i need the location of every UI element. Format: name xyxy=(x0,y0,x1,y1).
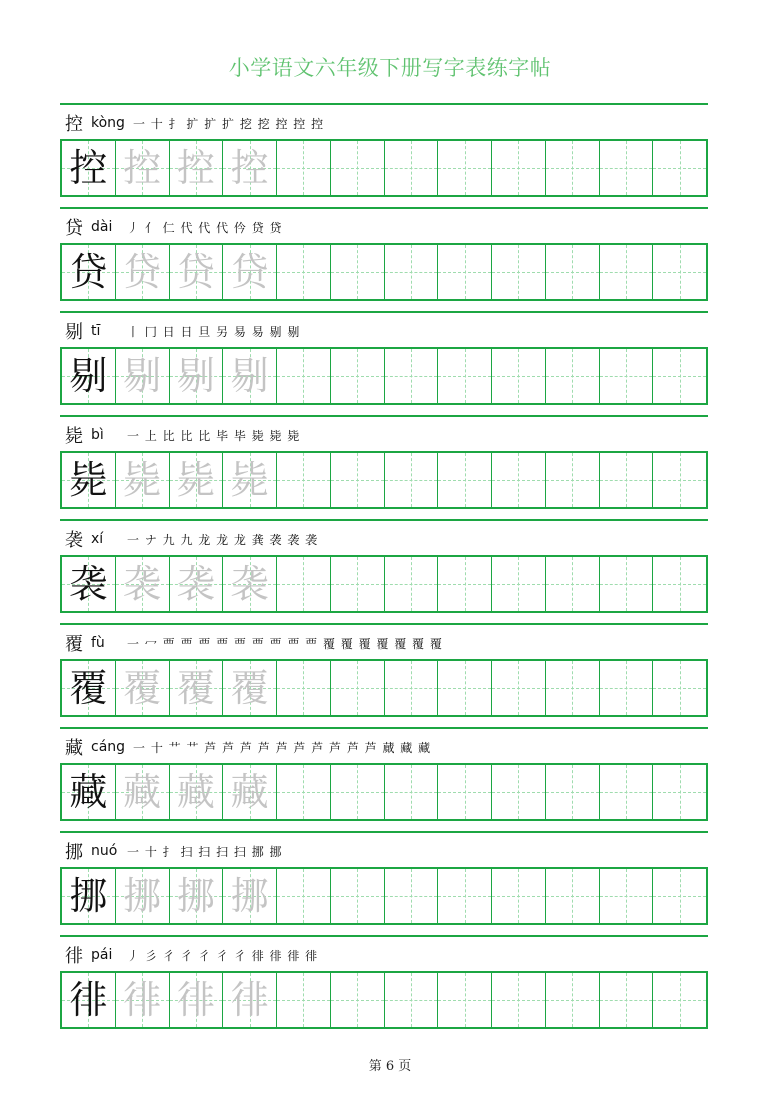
practice-row xyxy=(60,935,708,1039)
blank-practice-cell xyxy=(491,349,545,403)
blank-practice-cell xyxy=(330,245,384,299)
blank-practice-cell xyxy=(437,765,491,819)
pinyin-label: fù xyxy=(91,635,105,651)
trace-cell xyxy=(115,869,169,923)
trace-cell xyxy=(115,661,169,715)
trace-cell xyxy=(222,349,276,403)
stroke-order: 一 ナ 九 九 龙 龙 龙 龚 袭 袭 袭 xyxy=(127,532,319,547)
model-character: 毙 xyxy=(69,458,108,502)
blank-practice-cell xyxy=(330,869,384,923)
stroke-order: 一 十 扌 扩 扩 扩 挖 挖 控 控 控 xyxy=(132,116,325,131)
blank-practice-cell xyxy=(384,973,438,1027)
blank-practice-cell xyxy=(276,765,330,819)
blank-practice-cell xyxy=(384,349,438,403)
blank-practice-cell xyxy=(599,973,653,1027)
trace-cell xyxy=(222,661,276,715)
blank-practice-cell xyxy=(652,349,706,403)
pinyin-label: dài xyxy=(91,219,113,235)
blank-practice-cell xyxy=(652,869,706,923)
model-cell xyxy=(62,973,115,1027)
blank-practice-cell xyxy=(330,661,384,715)
writing-grid xyxy=(60,971,708,1029)
trace-character: 藏 xyxy=(230,770,269,814)
trace-character: 控 xyxy=(176,146,215,190)
trace-character: 覆 xyxy=(176,666,215,710)
blank-practice-cell xyxy=(276,869,330,923)
character-info xyxy=(65,214,283,240)
blank-practice-cell xyxy=(384,245,438,299)
page-number: 第 6 页 xyxy=(368,1059,412,1074)
trace-cell xyxy=(115,141,169,195)
page-title: 小学语文六年级下册写字表练字帖 xyxy=(228,56,552,80)
pinyin-label: nuó xyxy=(91,843,118,859)
blank-practice-cell xyxy=(599,245,653,299)
model-cell xyxy=(62,349,115,403)
blank-practice-cell xyxy=(437,557,491,611)
pinyin-label: kòng xyxy=(91,115,125,131)
blank-practice-cell xyxy=(599,141,653,195)
trace-character: 毙 xyxy=(230,458,269,502)
practice-row xyxy=(60,103,708,207)
blank-practice-cell xyxy=(330,973,384,1027)
trace-character: 覆 xyxy=(230,666,269,710)
trace-character: 贷 xyxy=(123,250,162,294)
writing-grid xyxy=(60,867,708,925)
writing-grid xyxy=(60,659,708,717)
row-divider xyxy=(60,727,708,729)
trace-cell xyxy=(222,973,276,1027)
trace-cell xyxy=(115,765,169,819)
blank-practice-cell xyxy=(276,557,330,611)
blank-practice-cell xyxy=(276,141,330,195)
row-divider xyxy=(60,311,708,313)
writing-grid xyxy=(60,243,708,301)
stroke-order: 丿 亻 仁 代 代 代 仱 贷 贷 xyxy=(127,220,283,235)
blank-practice-cell xyxy=(384,453,438,507)
trace-character: 挪 xyxy=(230,874,269,918)
trace-cell xyxy=(222,453,276,507)
practice-row xyxy=(60,727,708,831)
blank-practice-cell xyxy=(276,453,330,507)
blank-practice-cell xyxy=(437,453,491,507)
blank-practice-cell xyxy=(330,349,384,403)
pinyin-label: pái xyxy=(91,947,113,963)
blank-practice-cell xyxy=(545,661,599,715)
trace-cell xyxy=(115,245,169,299)
blank-practice-cell xyxy=(491,661,545,715)
practice-row xyxy=(60,207,708,311)
character-label: 覆 xyxy=(65,634,83,655)
blank-practice-cell xyxy=(599,349,653,403)
blank-practice-cell xyxy=(599,869,653,923)
trace-character: 藏 xyxy=(123,770,162,814)
row-divider xyxy=(60,623,708,625)
blank-practice-cell xyxy=(545,453,599,507)
trace-character: 袭 xyxy=(230,562,269,606)
blank-practice-cell xyxy=(330,141,384,195)
blank-practice-cell xyxy=(599,765,653,819)
row-divider xyxy=(60,415,708,417)
character-info xyxy=(65,110,324,136)
character-info xyxy=(65,318,300,344)
practice-row xyxy=(60,519,708,623)
pinyin-label: xí xyxy=(91,531,104,547)
stroke-order: 一 十 艹 艹 芦 芦 芦 芦 芦 芦 芦 芦 芦 芦 蕆 藏 藏 xyxy=(133,740,432,755)
character-info xyxy=(65,942,318,968)
character-label: 藏 xyxy=(65,738,83,759)
row-divider xyxy=(60,935,708,937)
blank-practice-cell xyxy=(491,453,545,507)
model-character: 藏 xyxy=(69,770,108,814)
pinyin-label: cáng xyxy=(91,739,126,755)
stroke-order: 丨 冂 日 日 旦 另 易 易 剔 剔 xyxy=(127,324,301,339)
trace-cell xyxy=(169,245,223,299)
writing-grid xyxy=(60,555,708,613)
blank-practice-cell xyxy=(491,973,545,1027)
trace-cell xyxy=(169,973,223,1027)
blank-practice-cell xyxy=(384,869,438,923)
blank-practice-cell xyxy=(652,453,706,507)
trace-cell xyxy=(169,661,223,715)
blank-practice-cell xyxy=(545,141,599,195)
model-cell xyxy=(62,557,115,611)
blank-practice-cell xyxy=(437,973,491,1027)
stroke-order: 丿 彡 彳 彳 彳 彳 彳 徘 徘 徘 徘 xyxy=(127,948,319,963)
model-character: 挪 xyxy=(69,874,108,918)
practice-row xyxy=(60,311,708,415)
trace-cell xyxy=(222,245,276,299)
blank-practice-cell xyxy=(545,869,599,923)
pinyin-label: bì xyxy=(91,427,104,443)
blank-practice-cell xyxy=(330,453,384,507)
stroke-order: 一 十 扌 扫 扫 扫 扫 挪 挪 xyxy=(127,844,283,859)
blank-practice-cell xyxy=(491,245,545,299)
character-info xyxy=(65,734,431,760)
trace-cell xyxy=(115,453,169,507)
blank-practice-cell xyxy=(652,661,706,715)
pinyin-label: tī xyxy=(91,323,101,339)
model-character: 剔 xyxy=(69,354,108,398)
model-character: 控 xyxy=(69,146,108,190)
model-cell xyxy=(62,245,115,299)
blank-practice-cell xyxy=(384,141,438,195)
character-info xyxy=(65,838,283,864)
trace-character: 挪 xyxy=(123,874,162,918)
trace-character: 剔 xyxy=(176,354,215,398)
stroke-order: 一 冖 覀 覀 覀 覀 覀 覀 覀 覀 覀 覆 覆 覆 覆 覆 覆 覆 xyxy=(127,636,443,651)
blank-practice-cell xyxy=(330,557,384,611)
trace-character: 徘 xyxy=(230,978,269,1022)
writing-grid xyxy=(60,763,708,821)
practice-row xyxy=(60,415,708,519)
row-divider xyxy=(60,207,708,209)
trace-character: 贷 xyxy=(176,250,215,294)
trace-cell xyxy=(169,349,223,403)
blank-practice-cell xyxy=(384,661,438,715)
blank-practice-cell xyxy=(545,765,599,819)
trace-character: 控 xyxy=(230,146,269,190)
character-label: 挪 xyxy=(65,842,83,863)
character-info xyxy=(65,422,300,448)
blank-practice-cell xyxy=(437,245,491,299)
blank-practice-cell xyxy=(599,557,653,611)
trace-character: 剔 xyxy=(123,354,162,398)
trace-character: 藏 xyxy=(176,770,215,814)
blank-practice-cell xyxy=(437,869,491,923)
practice-sheet xyxy=(60,103,708,1039)
blank-practice-cell xyxy=(545,557,599,611)
blank-practice-cell xyxy=(491,869,545,923)
practice-row xyxy=(60,623,708,727)
trace-character: 徘 xyxy=(123,978,162,1022)
blank-practice-cell xyxy=(330,765,384,819)
trace-cell xyxy=(222,765,276,819)
blank-practice-cell xyxy=(276,349,330,403)
model-character: 徘 xyxy=(69,978,108,1022)
trace-cell xyxy=(222,141,276,195)
model-cell xyxy=(62,453,115,507)
trace-character: 控 xyxy=(123,146,162,190)
blank-practice-cell xyxy=(652,557,706,611)
blank-practice-cell xyxy=(652,973,706,1027)
trace-character: 袭 xyxy=(176,562,215,606)
character-label: 控 xyxy=(65,114,83,135)
trace-character: 挪 xyxy=(176,874,215,918)
character-label: 徘 xyxy=(65,946,83,967)
trace-character: 剔 xyxy=(230,354,269,398)
blank-practice-cell xyxy=(437,349,491,403)
trace-cell xyxy=(222,557,276,611)
trace-character: 覆 xyxy=(123,666,162,710)
blank-practice-cell xyxy=(545,349,599,403)
trace-character: 贷 xyxy=(230,250,269,294)
blank-practice-cell xyxy=(652,245,706,299)
trace-cell xyxy=(169,869,223,923)
trace-cell xyxy=(169,453,223,507)
row-divider xyxy=(60,831,708,833)
model-cell xyxy=(62,661,115,715)
trace-cell xyxy=(169,557,223,611)
model-cell xyxy=(62,141,115,195)
blank-practice-cell xyxy=(276,245,330,299)
blank-practice-cell xyxy=(437,661,491,715)
character-label: 贷 xyxy=(65,218,83,239)
row-divider xyxy=(60,519,708,521)
trace-cell xyxy=(222,869,276,923)
trace-cell xyxy=(115,349,169,403)
trace-character: 徘 xyxy=(176,978,215,1022)
blank-practice-cell xyxy=(276,661,330,715)
blank-practice-cell xyxy=(545,973,599,1027)
blank-practice-cell xyxy=(652,141,706,195)
character-info xyxy=(65,526,318,552)
character-info xyxy=(65,630,443,656)
model-character: 贷 xyxy=(69,250,108,294)
model-cell xyxy=(62,869,115,923)
blank-practice-cell xyxy=(599,453,653,507)
blank-practice-cell xyxy=(599,661,653,715)
trace-cell xyxy=(115,557,169,611)
character-label: 袭 xyxy=(65,530,83,551)
trace-character: 毙 xyxy=(123,458,162,502)
trace-cell xyxy=(169,141,223,195)
blank-practice-cell xyxy=(384,765,438,819)
blank-practice-cell xyxy=(276,973,330,1027)
blank-practice-cell xyxy=(491,141,545,195)
blank-practice-cell xyxy=(491,765,545,819)
blank-practice-cell xyxy=(545,245,599,299)
blank-practice-cell xyxy=(384,557,438,611)
model-character: 袭 xyxy=(69,562,108,606)
blank-practice-cell xyxy=(437,141,491,195)
character-label: 剔 xyxy=(65,322,83,343)
trace-character: 袭 xyxy=(123,562,162,606)
blank-practice-cell xyxy=(652,765,706,819)
practice-row xyxy=(60,831,708,935)
model-character: 覆 xyxy=(69,666,108,710)
blank-practice-cell xyxy=(491,557,545,611)
writing-grid xyxy=(60,139,708,197)
character-label: 毙 xyxy=(65,426,83,447)
writing-grid xyxy=(60,451,708,509)
writing-grid xyxy=(60,347,708,405)
row-divider xyxy=(60,103,708,105)
trace-character: 毙 xyxy=(176,458,215,502)
trace-cell xyxy=(115,973,169,1027)
model-cell xyxy=(62,765,115,819)
trace-cell xyxy=(169,765,223,819)
stroke-order: 一 上 比 比 比 毕 毕 毙 毙 毙 xyxy=(127,428,301,443)
